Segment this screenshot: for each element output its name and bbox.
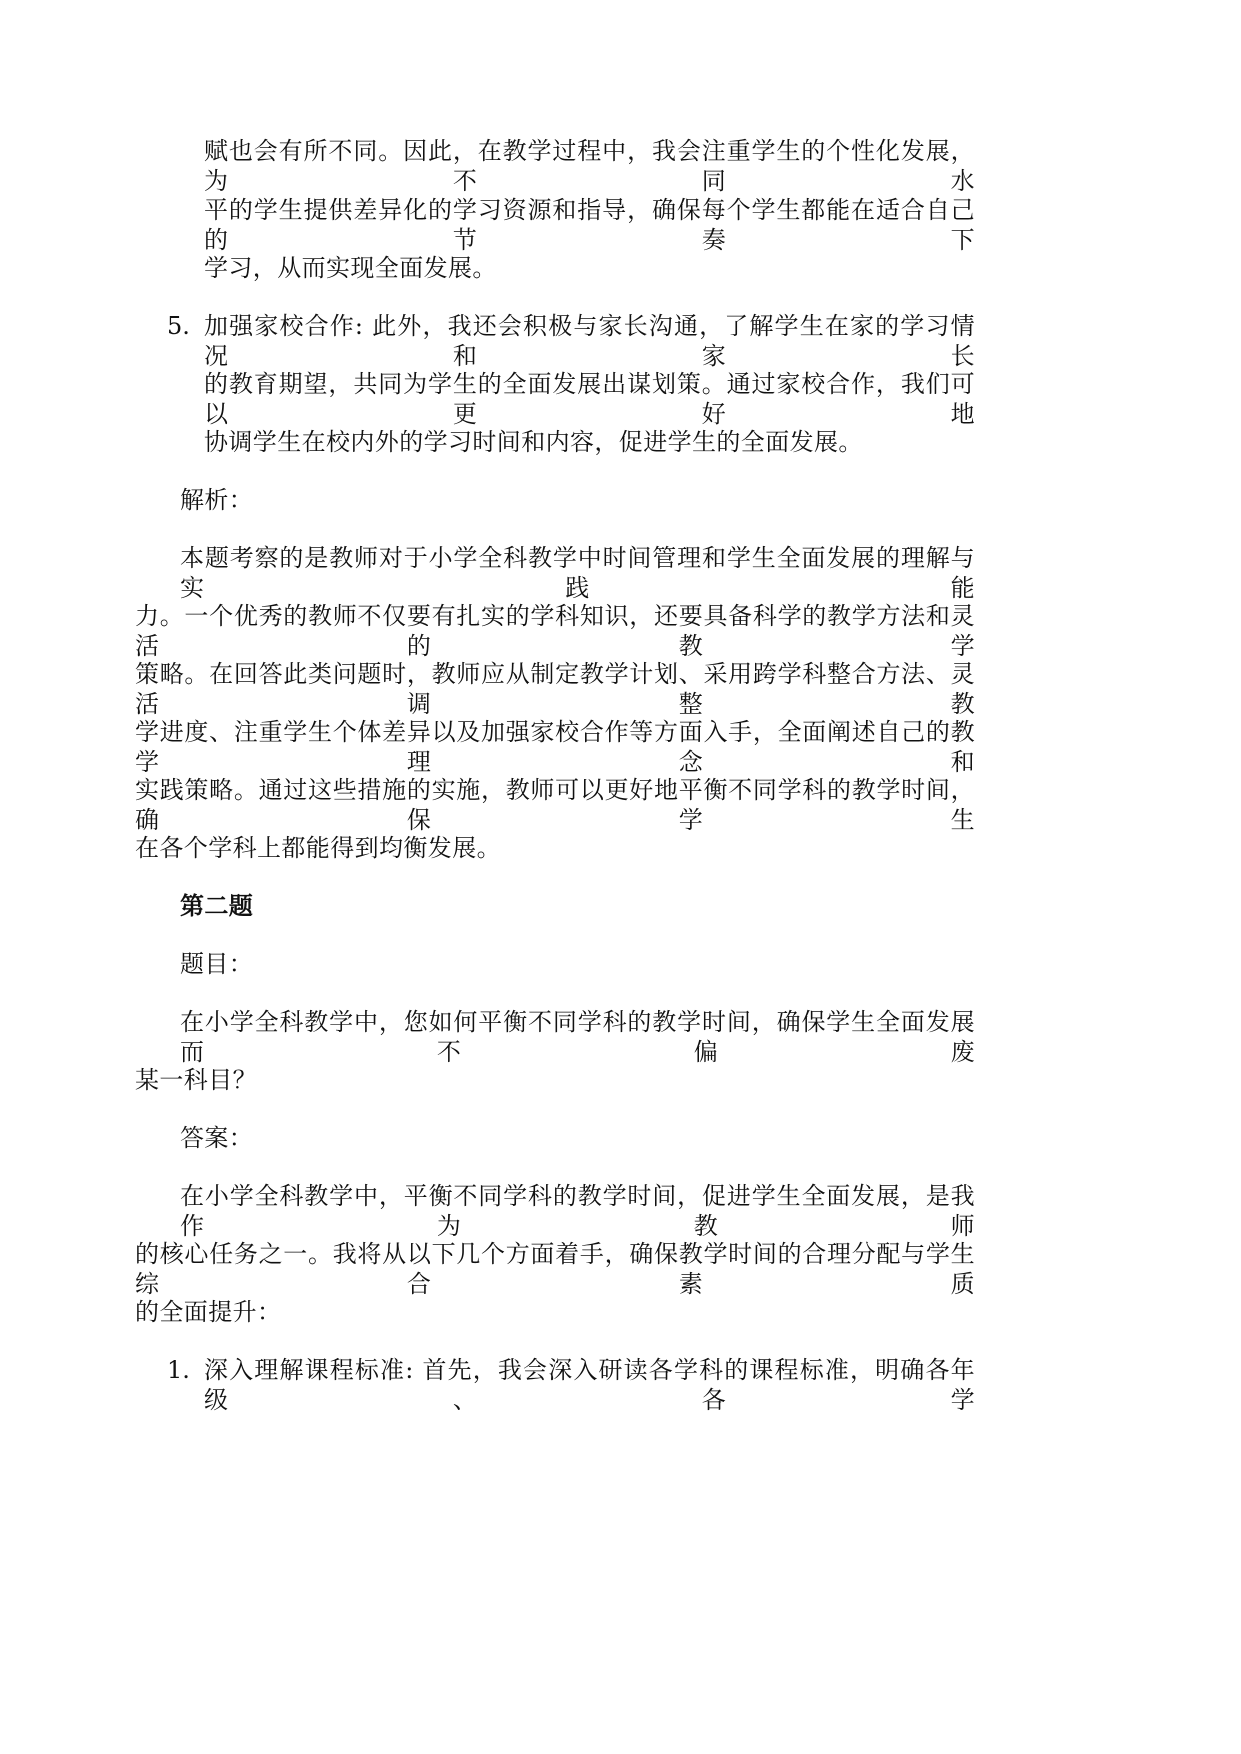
item5-number: 5.: [167, 312, 190, 340]
analysis-line-2: 力。一个优秀的教师不仅要有扎实的学科知识，还要具备科学的教学方法和灵活的教学: [135, 602, 975, 660]
section-title: 第二题: [180, 891, 254, 920]
question-line-2: 某一科目？: [135, 1066, 257, 1094]
item5-line-1: 加强家校合作: 此外，我还会积极与家长沟通，了解学生在家的学习情况和家长: [204, 312, 975, 370]
analysis-line-3: 策略。在回答此类问题时，教师应从制定教学计划、采用跨学科整合方法、灵活调整教: [135, 660, 975, 718]
question-label: 题目：: [180, 950, 254, 978]
answer-line-1: 在小学全科教学中，平衡不同学科的教学时间，促进学生全面发展，是我作为教师: [180, 1182, 975, 1240]
analysis-line-5: 实践策略。通过这些措施的实施，教师可以更好地平衡不同学科的教学时间，确保学生: [135, 776, 975, 834]
item1-line-1: 深入理解课程标准: 首先，我会深入研读各学科的课程标准，明确各年级、各学: [204, 1356, 975, 1414]
answer-line-2: 的核心任务之一。我将从以下几个方面着手，确保教学时间的合理分配与学生综合素质: [135, 1240, 975, 1298]
answer-line-3: 的全面提升：: [135, 1298, 282, 1326]
analysis-label: 解析：: [180, 486, 254, 514]
question-line-1: 在小学全科教学中，您如何平衡不同学科的教学时间，确保学生全面发展而不偏废: [180, 1008, 975, 1066]
item5-line-2: 的教育期望，共同为学生的全面发展出谋划策。通过家校合作，我们可以更好地: [204, 370, 975, 428]
item1-number: 1.: [167, 1356, 190, 1384]
analysis-line-4: 学进度、注重学生个体差异以及加强家校合作等方面入手，全面阐述自己的教学理念和: [135, 718, 975, 776]
answer-label: 答案：: [180, 1124, 254, 1152]
item4-line-3: 学习，从而实现全面发展。: [204, 254, 497, 282]
item4-line-2: 平的学生提供差异化的学习资源和指导，确保每个学生都能在适合自己的节奏下: [204, 196, 975, 254]
item4-line-1: 赋也会有所不同。因此，在教学过程中，我会注重学生的个性化发展，为不同水: [204, 137, 975, 195]
analysis-line-6: 在各个学科上都能得到均衡发展。: [135, 834, 501, 862]
item5-line-3: 协调学生在校内外的学习时间和内容，促进学生的全面发展。: [204, 428, 863, 456]
analysis-line-1: 本题考察的是教师对于小学全科教学中时间管理和学生全面发展的理解与实践能: [180, 544, 975, 602]
